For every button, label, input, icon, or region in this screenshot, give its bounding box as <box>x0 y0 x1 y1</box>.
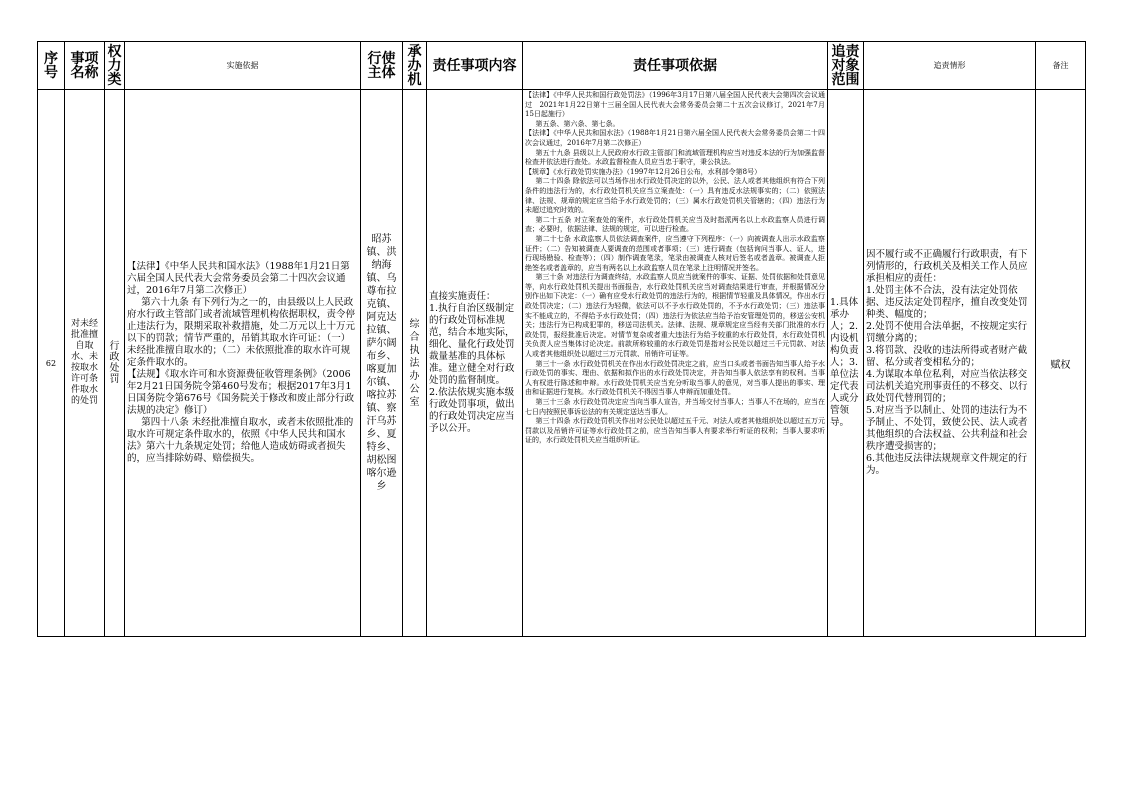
header-power-type: 权力类 <box>105 42 125 90</box>
header-duty-content: 责任事项内容 <box>427 42 523 90</box>
duty-basis-para: 第三十四条 水行政处罚机关作出对公民处以超过五千元、对法人或者其他组织处以超过五万元罚款以及吊销许可证等水行政处罚之前，应当告知当事人有要求举行听证的权利；当事人要求听证的，水行政处罚机关应当组织听证。 <box>525 417 825 445</box>
duty-content-line: 1.执行自治区级制定的行政处罚标准规范，结合本地实际，细化、量化行政处罚裁量基准的具体标准。建立健全对行政处罚的监督制度。 <box>429 303 515 386</box>
undertaker-cell: 综合执法办公室 <box>403 90 427 637</box>
duty-basis-para: 第三十条 对违法行为调查终结，水政监察人员应当就案件的事实、证据、处罚依据和处罚意见等，向水行政处罚机关提出书面报告，水行政处罚机关应当对调查结果进行审查，并根据情况分别作出如下决定：（一）确有应受水行政处罚的违法行为的，根据情节轻重及具体情况，作出水行政处罚决定；（二）违法行为轻微，依法可以不予水行政处罚的，不予水行政处罚；（三）违法事实不能成立的，不得给予水行政处罚；（四）违法行为依法应当给予治安管理处罚的，移送公安机关；违法行为已构成犯罪的，移送司法机关。法律、法规、规章规定应当经有关部门批准的水行政处罚，报经批准后决定。对情节复杂或者重大违法行为给予较重的水行政处罚，水行政处罚机关负责人应当集体讨论决定。前款所称较重的水行政处罚是指对公民处以超过三千元罚款、对法人或者其他组织处以超过三万元罚款、吊销许可证等。 <box>525 273 825 359</box>
subject-cell: 昭苏镇、洪纳海镇、乌尊布拉克镇、阿克达拉镇、萨尔阔布乡、喀夏加尔镇、喀拉苏镇、察汗乌苏乡、夏特乡、胡松图喀尔逊乡 <box>361 90 403 637</box>
duty-basis-para: 第二十四条 除依法可以当场作出水行政处罚决定的以外，公民、法人或者其他组织有符合下列条件的违法行为的，水行政处罚机关应当立案查处：（一）具有违反水法规事实的；（二）依照法律、法规、规章的规定应当给予水行政处罚的；（三）属水行政处罚机关管辖的；（四）违法行为未超过追究时效的。 <box>525 177 825 215</box>
situation-line: 6.其他违反法律法规规章文件规定的行为。 <box>866 453 1028 476</box>
remark-cell: 赋权 <box>1036 90 1086 637</box>
situation-line: 3.将罚款、没收的违法所得或者财产截留、私分或者变相私分的； <box>866 345 1028 368</box>
situation-line: 4.为谋取本单位私利，对应当依法移交司法机关追究刑事责任的不移交、以行政处罚代替刑罚的； <box>866 369 1028 404</box>
basis-article-69: 第六十九条 有下列行为之一的，由县级以上人民政府水行政主管部门或者流域管理机构依据职权，责令停止违法行为，限期采取补救措施，处二万元以上十万元以下的罚款；情节严重的，吊销其取水许可证：（一）未经批准擅自取水的；（二）未依照批准的取水许可规定条件取水的。 <box>127 297 356 368</box>
header-item-name: 事项名称 <box>65 42 105 90</box>
accountable-cell: 1.具体承办人；2.内设机构负责人；3.单位法定代表人或分管领导。 <box>828 90 864 637</box>
duty-basis-para: 第二十五条 对立案查处的案件，水行政处罚机关应当及时指派两名以上水政监察人员进行调查；必要时，依据法律、法规的规定，可以进行检查。 <box>525 215 825 234</box>
basis-law-1: 【法律】《中华人民共和国水法》（1988年1月21日第六届全国人民代表大会常务委员会第二十四次会议通过，2016年7月第二次修正） <box>127 261 350 296</box>
basis-cell <box>125 90 361 637</box>
situations-cell <box>864 90 1036 637</box>
duty-content-line: 2.依法依规实施本级行政处罚事项，做出的行政处罚决定应当予以公开。 <box>429 387 515 434</box>
situation-line: 2.处罚不使用合法单据，不按规定实行罚缴分离的； <box>866 321 1028 344</box>
duty-basis-cell <box>523 90 828 637</box>
duty-basis-para: 【法律】《中华人民共和国行政处罚法》（1996年3月17日第八届全国人民代表大会第四次会议通过 2021年1月22日第十三届全国人民代表大会常务委员会第二十五次会议修订，2021年7月15日起施行） <box>525 91 825 119</box>
header-basis: 实施依据 <box>125 42 361 90</box>
header-duty-basis: 责任事项依据 <box>523 42 828 90</box>
situation-line: 1.处罚主体不合法，没有法定处罚依据、违反法定处罚程序，擅自改变处罚种类、幅度的； <box>866 285 1028 320</box>
duty-basis-para: 第五十九条 县级以上人民政府水行政主管部门和流域管理机构应当对违反本法的行为加强监督检查并依法进行查处。水政监督检查人员应当忠于职守，秉公执法。 <box>525 148 825 167</box>
header-situations: 追责情形 <box>864 42 1036 90</box>
responsibility-table <box>37 41 1086 637</box>
power-type-cell: 行政处罚 <box>105 90 125 637</box>
header-accountable: 追责对象范围 <box>828 42 864 90</box>
seq-cell: 62 <box>38 90 65 637</box>
duty-basis-para: 第三十三条 水行政处罚决定应当向当事人宣告，并当场交付当事人；当事人不在场的，应当在七日内按照民事诉讼法的有关规定送达当事人。 <box>525 398 825 416</box>
header-row <box>38 42 1086 90</box>
duty-basis-para: 第三十一条 水行政处罚机关在作出水行政处罚决定之前，应当口头或者书面告知当事人给予水行政处罚的事实、理由、依据和拟作出的水行政处罚决定，并告知当事人依法享有的权利。当事人有权进行陈述和申辩。水行政处罚机关应当充分听取当事人的意见，对当事人提出的事实、理由和证据进行复核。水行政处罚机关不得因当事人申辩而加重处罚。 <box>525 359 825 397</box>
header-undertaker: 承办机 <box>403 42 427 90</box>
duty-basis-para: 第二十七条 水政监察人员依法调查案件，应当遵守下列程序：（一）向被调查人出示水政监察证件；（二）告知被调查人要调查的范围或者事项；（三）进行调查（包括询问当事人、证人，进行现场勘验、检查等）；（四）制作调查笔录，笔录由被调查人核对后签名或者盖章。被调查人拒绝签名或者盖章的，应当有两名以上水政监察人员在笔录上注明情况并签名。 <box>525 234 825 272</box>
basis-article-48: 第四十八条 未经批准擅自取水，或者未依照批准的取水许可规定条件取水的，依照《中华人民共和国水法》第六十九条规定处罚；给他人造成妨碍或者损失的，应当排除妨碍、赔偿损失。 <box>127 417 354 464</box>
duty-content-cell <box>427 90 523 637</box>
header-remark: 备注 <box>1036 42 1086 90</box>
situation-line: 因不履行或不正确履行行政职责，有下列情形的，行政机关及相关工作人员应承担相应的责任： <box>866 249 1028 284</box>
situation-line: 5.对应当予以制止、处罚的违法行为不予制止、不处罚，致使公民、法人或者其他组织的合法权益、公共利益和社会秩序遭受损害的； <box>866 405 1028 452</box>
duty-basis-para: 【规章】《水行政处罚实施办法》（1997年12月26日公布，水利部令第8号） <box>525 167 762 176</box>
header-seq: 序号 <box>38 42 65 90</box>
basis-regulation-1: 【法规】《取水许可和水资源费征收管理条例》（2006年2月21日国务院令第460号发布；根据2017年3月1日国务院令第676号《国务院关于修改和废止部分行政法规的决定》修订） <box>127 369 355 416</box>
item-name-cell: 对未经批准擅自取水、未按取水许可条件取水的处罚 <box>65 90 105 637</box>
duty-basis-para: 【法律】《中华人民共和国水法》（1988年1月21日第六届全国人民代表大会常务委员会第二十四次会议通过，2016年7月第二次修正） <box>525 129 825 147</box>
duty-content-line: 直接实施责任： <box>429 291 496 302</box>
header-subject: 行使主体 <box>361 42 403 90</box>
table-row <box>38 90 1086 637</box>
duty-basis-para: 第五条、第六条、第七条。 <box>535 119 620 128</box>
